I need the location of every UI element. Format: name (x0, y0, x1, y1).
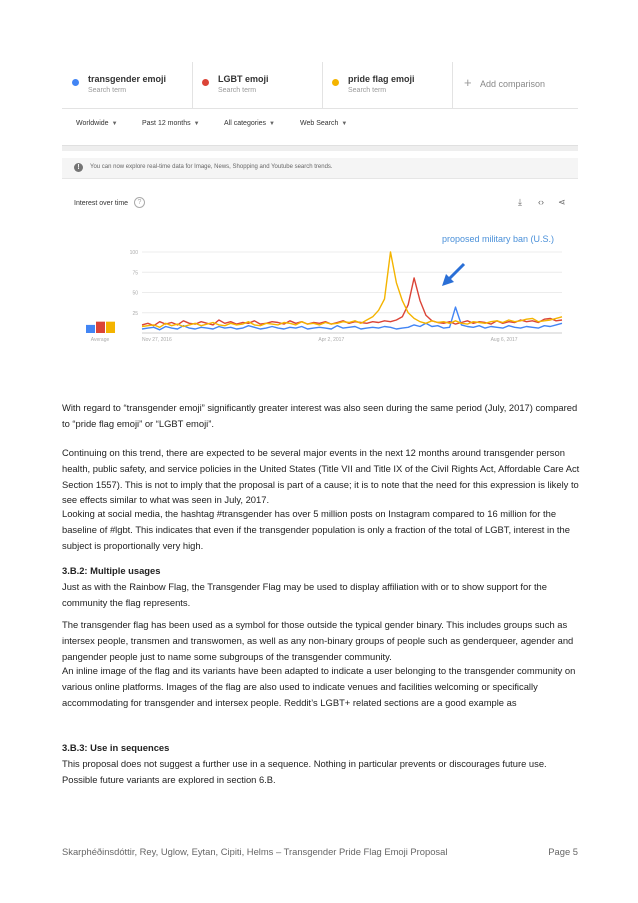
plus-icon: + (464, 75, 472, 90)
filter-search-type[interactable] (300, 120, 347, 127)
download-icon[interactable]: ⤓ (518, 197, 522, 207)
info-icon: ! (74, 163, 83, 172)
search-term-subtitle: Search term (88, 87, 127, 94)
paragraph: Just as with the Rainbow Flag, the Transgender Flag may be used to display affiliation with or to show support for the community the flag represents. (62, 580, 547, 608)
average-bar (106, 322, 115, 333)
embed-icon[interactable]: ‹› (538, 197, 544, 207)
caret-down-icon: ▼ (111, 121, 118, 127)
x-tick-label: Nov 27, 2016 (142, 337, 172, 343)
filter-label: Past 12 months (142, 120, 191, 127)
search-term-name: pride flag emoji (348, 74, 415, 84)
add-comparison-button[interactable] (460, 62, 578, 108)
section-3b2 (62, 563, 582, 610)
x-tick-label: Apr 2, 2017 (318, 337, 345, 343)
interest-over-time-chart (62, 218, 578, 362)
search-terms-row (62, 62, 578, 109)
search-term-name: transgender emoji (88, 74, 167, 84)
page-number: Page 5 (548, 846, 578, 857)
filter-label: All categories (224, 120, 267, 127)
paragraph: This proposal does not suggest a further use in a sequence. Nothing in particular prevents or discourages future use. Possible future variants are explored in section 6.B. (62, 757, 547, 785)
y-tick-label: 25 (132, 310, 138, 317)
filter-label: Worldwide (76, 120, 109, 127)
y-tick-label: 100 (129, 250, 138, 256)
share-icon[interactable]: ⋖ (558, 197, 566, 207)
help-icon[interactable]: ? (134, 197, 145, 208)
paragraph: Looking at social media, the hashtag #transgender has over 5 million posts on Instagram compared to 16 million for the baseline of #lgbt. This indicates that even if the transgender population is only a fraction of the total of LGBT, interest in the subject is proportionally very high. (62, 508, 570, 551)
divider (62, 145, 578, 151)
series-dot-blue-icon (72, 79, 79, 86)
filter-location[interactable] (76, 120, 118, 127)
paragraph: The transgender flag has been used as a symbol for those outside the typical gender binary. This includes groups such as intersex people, transmen and transwomen, as well as any non-binary groups of people such as genderqueer, agender and pangender people just to name some subgroups of the transgender community. (62, 619, 574, 662)
average-label: Average (90, 337, 110, 343)
paragraph: With regard to “transgender emoji” significantly greater interest was also seen during the same period (July, 2017) compared to “pride flag emoji” or “LGBT emoji”. (62, 402, 578, 429)
annotation-arrow-icon (442, 264, 464, 286)
search-term-3[interactable] (322, 62, 453, 108)
interest-over-time-title: Interest over time (74, 200, 129, 207)
section-heading: 3.B.2: Multiple usages (62, 565, 161, 576)
series-line (142, 278, 562, 326)
series-line (142, 252, 562, 327)
filter-bar (62, 120, 578, 136)
average-bar (96, 322, 105, 333)
filter-time-range[interactable] (142, 120, 200, 127)
add-comparison-label: Add comparison (480, 79, 546, 89)
filter-label: Web Search (300, 120, 339, 127)
caret-down-icon: ▼ (269, 121, 275, 127)
section-3b3 (62, 740, 582, 787)
google-trends-figure (62, 62, 578, 362)
interest-over-time-header (62, 190, 578, 216)
info-banner (62, 158, 578, 179)
search-term-subtitle: Search term (348, 87, 387, 94)
info-text: You can now explore real-time data for Image, News, Shopping and Youtube search trends. (90, 164, 333, 170)
y-tick-label: 75 (132, 270, 138, 277)
chart-annotation: proposed military ban (U.S.) (442, 234, 555, 244)
footer-authors: Skarphéðinsdóttir, Rey, Uglow, Eytan, Cipiti, Helms – Transgender Pride Flag Emoji Proposal (62, 846, 448, 857)
paragraph: An inline image of the flag and its variants have been adapted to indicate a user belonging to the transgender community on various online platforms. Images of the flag are also used to indicate venues and facilities welcoming or specifically accommodating for transgender and intersex people. Reddit’s LGBT+ related sections are a good example as (62, 665, 576, 708)
caret-down-icon: ▼ (193, 121, 200, 127)
series-dot-yellow-icon (332, 79, 339, 86)
search-term-name: LGBT emoji (218, 74, 269, 84)
y-tick-label: 50 (132, 290, 138, 297)
search-term-subtitle: Search term (218, 87, 257, 94)
page-footer (62, 846, 578, 857)
section-heading: 3.B.3: Use in sequences (62, 742, 170, 753)
paragraph: Continuing on this trend, there are expected to be several major events in the next 12 months around transgender person health, public safety, and service policies in the United States (Title VII and Title IX of the Civil Rights Act, Affordable Care Act Section 1557). This is not to imply that the proposal is part of a cause; it is to note that the need for this expression is likely to see effects similar to what was seen in July, 2017. (62, 447, 580, 506)
x-tick-label: Aug 6, 2017 (490, 337, 518, 343)
series-dot-red-icon (202, 79, 209, 86)
search-term-2[interactable] (192, 62, 323, 108)
series-line (142, 307, 562, 330)
search-term-1[interactable] (62, 62, 193, 108)
average-bar (86, 325, 95, 333)
caret-down-icon: ▼ (341, 121, 348, 127)
filter-category[interactable] (224, 120, 275, 127)
